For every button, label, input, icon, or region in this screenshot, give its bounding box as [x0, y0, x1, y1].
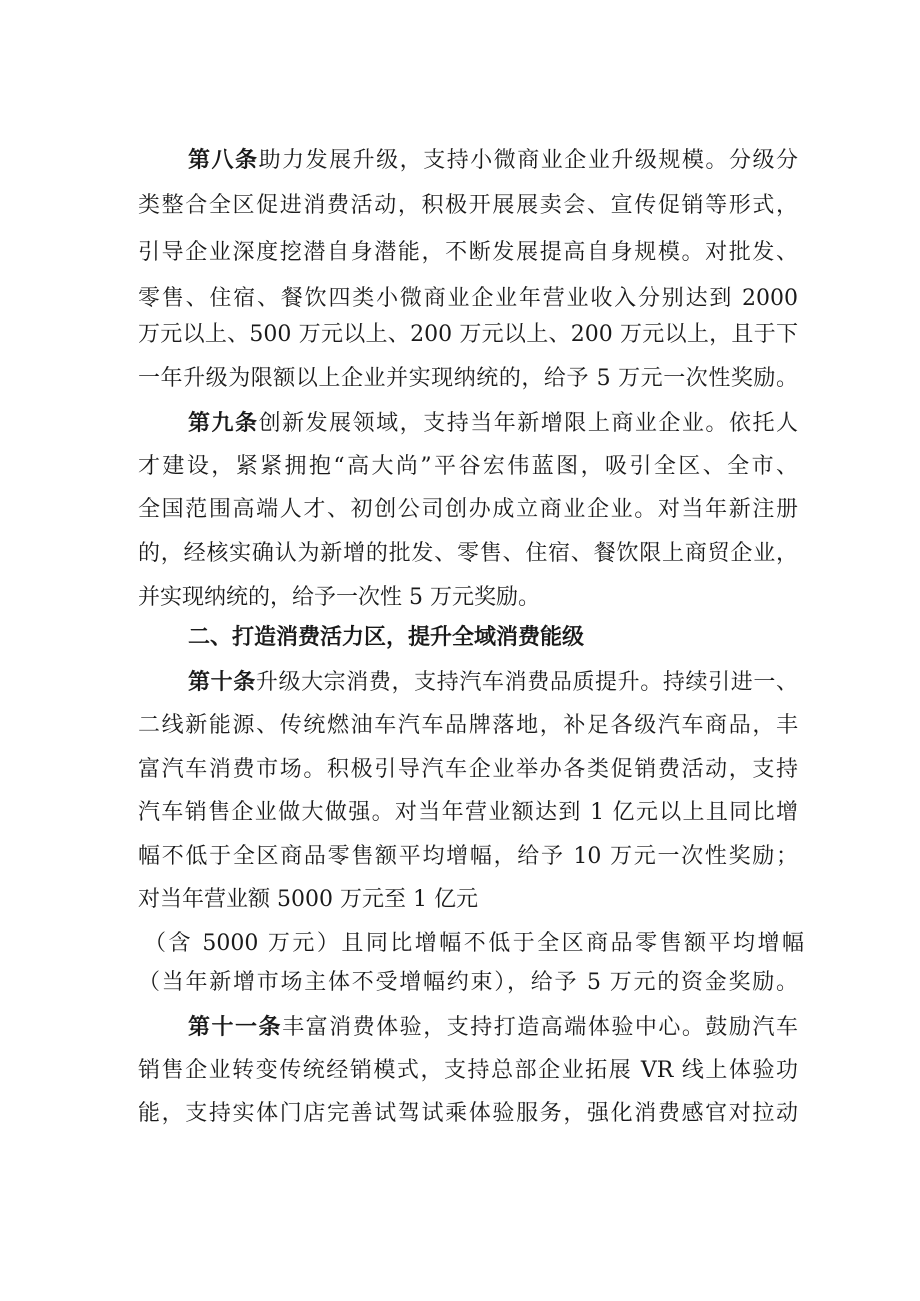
article-8-line-3: 引导企业深度挖潜自身潜能，不断发展提高自身规模。对批发、 [138, 240, 798, 265]
article-8-line-1: 第八条助力发展升级，支持小微商业企业升级规模。分级分 [188, 147, 798, 173]
article-8-line-2: 类整合全区促进消费活动，积极开展展卖会、宣传促销等形式， [138, 193, 798, 218]
article-10-line-1: 第十条升级大宗消费，支持汽车消费品质提升。持续引进一、 [188, 669, 798, 695]
article-8-line-5: 万元以上、500 万元以上、200 万元以上、200 万元以上，且于下 [138, 322, 798, 347]
article-9-line-2: 才建设，紧紧拥抱“高大尚”平谷宏伟蓝图，吸引全区、全市、 [138, 454, 798, 479]
article-10-line-5: 幅不低于全区商品零售额平均增幅，给予 10 万元一次性奖励； [138, 844, 798, 869]
article-10-line-4: 汽车销售企业做大做强。对当年营业额达到 1 亿元以上且同比增 [138, 800, 798, 825]
article-11-label: 第十一条 [188, 1014, 283, 1040]
article-10-label: 第十条 [188, 669, 256, 695]
article-9-line-4: 的，经核实确认为新增的批发、零售、住宿、餐饮限上商贸企业， [138, 541, 798, 566]
article-9-label: 第九条 [188, 410, 259, 436]
article-9-line-1: 第九条创新发展领域，支持当年新增限上商业企业。依托人 [188, 410, 798, 436]
article-10-line-3: 富汽车消费市场。积极引导汽车企业举办各类促销费活动，支持 [138, 757, 798, 782]
article-9-line-3: 全国范围高端人才、初创公司创办成立商业企业。对当年新注册 [138, 497, 798, 522]
article-10-line-7: （含 5000 万元）且同比增幅不低于全区商品零售额平均增幅 [144, 931, 804, 956]
article-10-line-8: （当年新增市场主体不受增幅约束），给予 5 万元的资金奖励。 [138, 970, 798, 995]
article-8-line-6: 一年升级为限额以上企业并实现纳统的，给予 5 万元一次性奖励。 [138, 366, 798, 391]
article-10-line-2: 二线新能源、传统燃油车汽车品牌落地，补足各级汽车商品，丰 [138, 713, 798, 738]
article-11-line-3: 能，支持实体门店完善试驾试乘体验服务，强化消费感官对拉动 [138, 1101, 798, 1126]
article-8-line-4: 零售、住宿、餐饮四类小微商业企业年营业收入分别达到 2000 [138, 286, 798, 311]
article-11-line-1: 第十一条丰富消费体验，支持打造高端体验中心。鼓励汽车 [188, 1014, 798, 1040]
section-2-heading: 二、打造消费活力区，提升全域消费能级 [188, 624, 585, 650]
article-9-line-5: 并实现纳统的，给予一次性 5 万元奖励。 [138, 585, 540, 610]
article-11-line-2: 销售企业转变传统经销模式，支持总部企业拓展 VR 线上体验功 [138, 1058, 798, 1083]
article-8-label: 第八条 [188, 147, 259, 173]
article-10-line-6: 对当年营业额 5000 万元至 1 亿元 [138, 887, 478, 912]
